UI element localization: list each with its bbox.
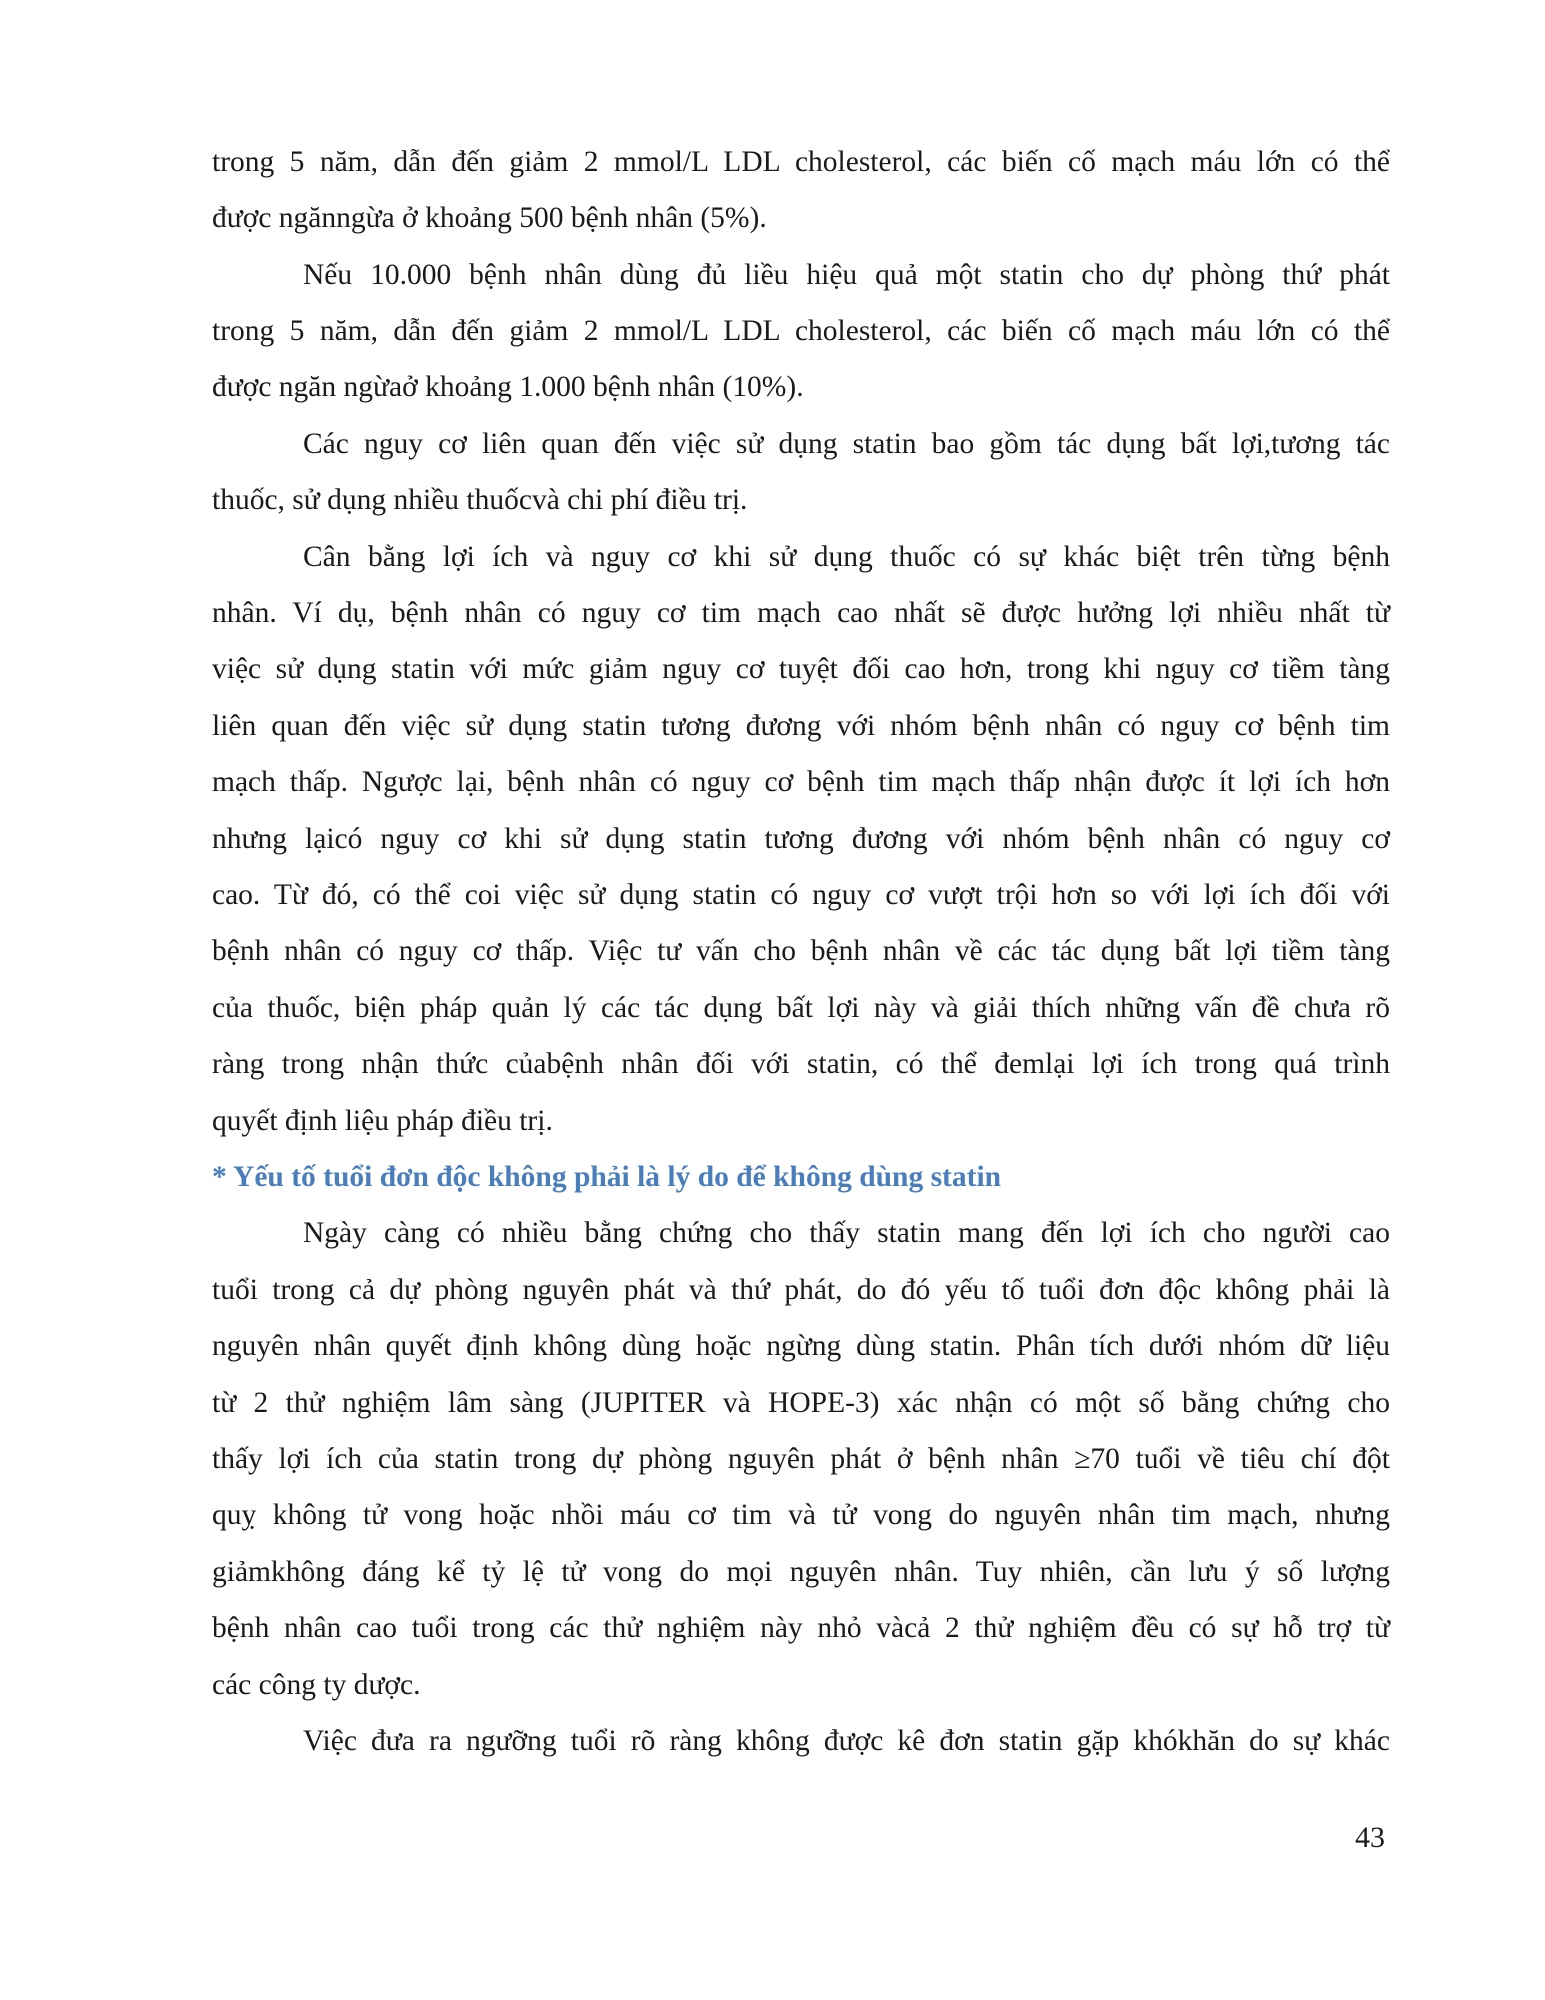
text-line: được ngăn ngừaở khoảng 1.000 bệnh nhân (10%). xyxy=(212,371,804,403)
text-line: thấy lợi ích của statin trong dự phòng nguyên phát ở bệnh nhân ≥70 tuổi về tiêu chí đột xyxy=(212,1443,1390,1475)
text-line: cao. Từ đó, có thể coi việc sử dụng statin có nguy cơ vượt trội hơn so với lợi ích đối với xyxy=(212,879,1390,911)
text-line: được ngănngừa ở khoảng 500 bệnh nhân (5%). xyxy=(212,202,767,234)
text-line: tuổi trong cả dự phòng nguyên phát và thứ phát, do đó yếu tố tuổi đơn độc không phải là xyxy=(212,1274,1390,1306)
text-line: mạch thấp. Ngược lại, bệnh nhân có nguy cơ bệnh tim mạch thấp nhận được ít lợi ích hơn xyxy=(212,766,1390,798)
text-line: việc sử dụng statin với mức giảm nguy cơ tuyệt đối cao hơn, trong khi nguy cơ tiềm tàng xyxy=(212,653,1390,685)
text-line: trong 5 năm, dẫn đến giảm 2 mmol/L LDL cholesterol, các biến cố mạch máu lớn có thể xyxy=(212,315,1390,347)
text-line: giảmkhông đáng kể tỷ lệ tử vong do mọi nguyên nhân. Tuy nhiên, cần lưu ý số lượng xyxy=(212,1556,1390,1588)
text-line: thuốc, sử dụng nhiều thuốcvà chi phí điều trị. xyxy=(212,484,748,516)
text-line: quyết định liệu pháp điều trị. xyxy=(212,1105,553,1137)
text-line: trong 5 năm, dẫn đến giảm 2 mmol/L LDL cholesterol, các biến cố mạch máu lớn có thể xyxy=(212,146,1390,178)
text-line: Ngày càng có nhiều bằng chứng cho thấy statin mang đến lợi ích cho người cao xyxy=(303,1217,1390,1249)
text-line: liên quan đến việc sử dụng statin tương đương với nhóm bệnh nhân có nguy cơ bệnh tim xyxy=(212,710,1390,742)
text-line: các công ty dược. xyxy=(212,1669,421,1701)
text-line: Việc đưa ra ngưỡng tuổi rõ ràng không được kê đơn statin gặp khókhăn do sự khác xyxy=(303,1725,1390,1757)
text-line: nguyên nhân quyết định không dùng hoặc ngừng dùng statin. Phân tích dưới nhóm dữ liệu xyxy=(212,1330,1390,1362)
text-line: Cân bằng lợi ích và nguy cơ khi sử dụng thuốc có sự khác biệt trên từng bệnh xyxy=(303,541,1390,573)
text-line: nhưng lạicó nguy cơ khi sử dụng statin tương đương với nhóm bệnh nhân có nguy cơ xyxy=(212,823,1390,855)
text-line: bệnh nhân cao tuổi trong các thử nghiệm này nhỏ vàcả 2 thử nghiệm đều có sự hỗ trợ từ xyxy=(212,1612,1390,1644)
text-line: quỵ không tử vong hoặc nhồi máu cơ tim và tử vong do nguyên nhân tim mạch, nhưng xyxy=(212,1499,1390,1531)
text-line: bệnh nhân có nguy cơ thấp. Việc tư vấn cho bệnh nhân về các tác dụng bất lợi tiềm tàng xyxy=(212,935,1390,967)
text-line: từ 2 thử nghiệm lâm sàng (JUPITER và HOPE-3) xác nhận có một số bằng chứng cho xyxy=(212,1387,1390,1419)
text-line: Các nguy cơ liên quan đến việc sử dụng statin bao gồm tác dụng bất lợi,tương tác xyxy=(303,428,1390,460)
text-line: Nếu 10.000 bệnh nhân dùng đủ liều hiệu quả một statin cho dự phòng thứ phát xyxy=(303,259,1390,291)
text-line: ràng trong nhận thức củabệnh nhân đối với statin, có thể đemlại lợi ích trong quá trình xyxy=(212,1048,1390,1080)
text-line: của thuốc, biện pháp quản lý các tác dụng bất lợi này và giải thích những vấn đề chưa rõ xyxy=(212,992,1390,1024)
section-heading: * Yếu tố tuổi đơn độc không phải là lý do để không dùng statin xyxy=(212,1161,1002,1193)
text-line: nhân. Ví dụ, bệnh nhân có nguy cơ tim mạch cao nhất sẽ được hưởng lợi nhiều nhất từ xyxy=(212,597,1390,629)
page-number: 43 xyxy=(1355,1821,1385,1854)
